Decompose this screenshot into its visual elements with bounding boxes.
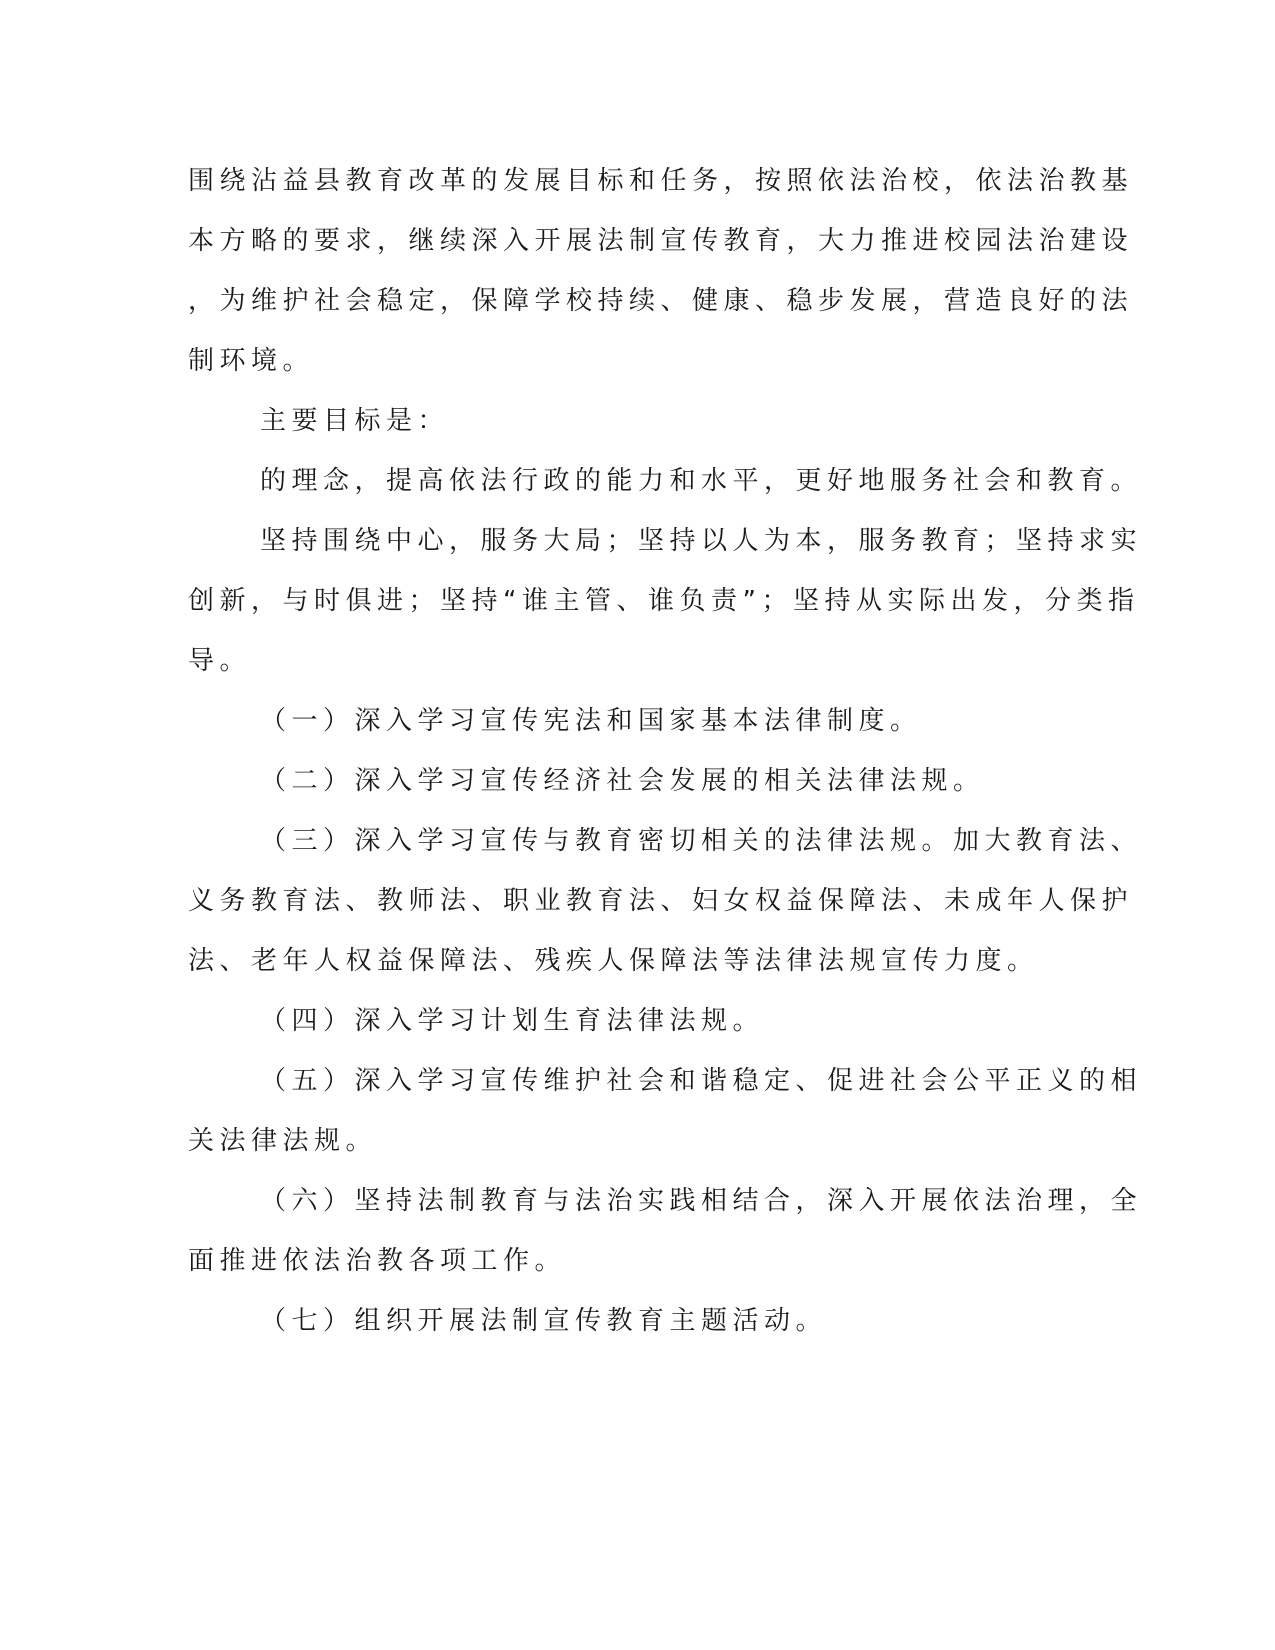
text-line: 围绕沾益县教育改革的发展目标和任务，按照依法治校，依法治教基 bbox=[188, 166, 1134, 196]
list-item-3 bbox=[188, 811, 1143, 991]
paragraph-main-goals-heading bbox=[188, 391, 1068, 451]
text-line: （三）深入学习宣传与教育密切相关的法律法规。加大教育法、 bbox=[260, 826, 1143, 856]
text-line: （一）深入学习宣传宪法和国家基本法律制度。 bbox=[260, 706, 922, 736]
text-line: 法、老年人权益保障法、残疾人保障法等法律法规宣传力度。 bbox=[188, 946, 1039, 976]
list-item-7 bbox=[188, 1291, 1068, 1351]
list-item-1 bbox=[188, 691, 1068, 751]
text-line: 关法律法规。 bbox=[188, 1126, 378, 1156]
text-line: ，为维护社会稳定，保障学校持续、健康、稳步发展，营造良好的法 bbox=[188, 286, 1134, 316]
text-line: 面推进依法治教各项工作。 bbox=[188, 1246, 567, 1276]
text-line: 坚持围绕中心，服务大局；坚持以人为本，服务教育；坚持求实 bbox=[260, 526, 1143, 556]
text-line: （六）坚持法制教育与法治实践相结合，深入开展依法治理，全 bbox=[260, 1186, 1143, 1216]
text-line: 本方略的要求，继续深入开展法制宣传教育，大力推进校园法治建设 bbox=[188, 226, 1134, 256]
text-line: 义务教育法、教师法、职业教育法、妇女权益保障法、未成年人保护 bbox=[188, 886, 1134, 916]
text-line: 创新，与时俱进；坚持“谁主管、谁负责”；坚持从实际出发，分类指 bbox=[188, 586, 1140, 616]
text-line: 的理念，提高依法行政的能力和水平，更好地服务社会和教育。 bbox=[260, 466, 1143, 496]
document-body bbox=[188, 151, 1143, 1351]
paragraph-concept bbox=[188, 451, 1143, 511]
text-line: （五）深入学习宣传维护社会和谐稳定、促进社会公平正义的相 bbox=[260, 1066, 1143, 1096]
text-line: 主要目标是： bbox=[260, 406, 450, 436]
text-line: （二）深入学习宣传经济社会发展的相关法律法规。 bbox=[260, 766, 985, 796]
text-line: （四）深入学习计划生育法律法规。 bbox=[260, 1006, 765, 1036]
text-line: 导。 bbox=[188, 646, 252, 676]
list-item-6 bbox=[188, 1171, 1143, 1291]
list-item-4 bbox=[188, 991, 1068, 1051]
list-item-2 bbox=[188, 751, 1068, 811]
paragraph-principles bbox=[188, 511, 1143, 691]
text-line: （七）组织开展法制宣传教育主题活动。 bbox=[260, 1306, 828, 1336]
paragraph-purpose bbox=[188, 151, 1134, 391]
list-item-5 bbox=[188, 1051, 1143, 1171]
text-line: 制环境。 bbox=[188, 346, 315, 376]
